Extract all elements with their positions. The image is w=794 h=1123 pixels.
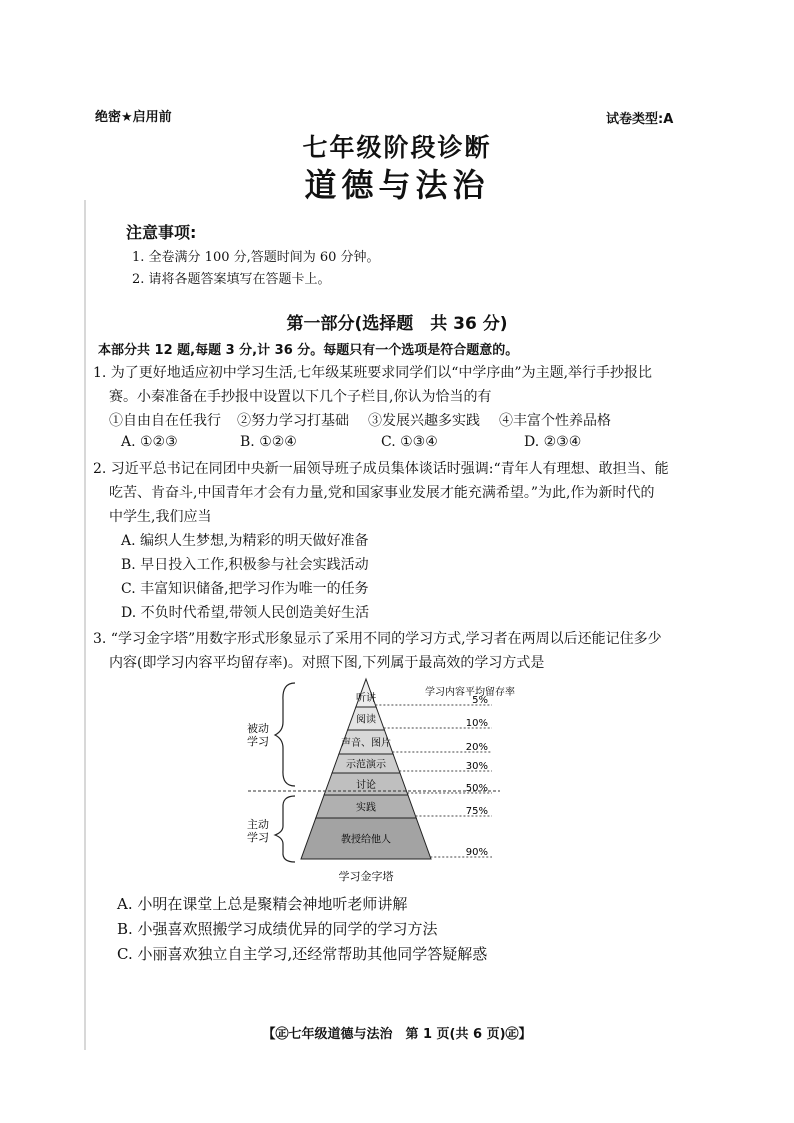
option-d: D. 不负时代希望,带领人民创造美好生活: [121, 605, 370, 621]
pyramid-level-label: 声音、图片: [341, 738, 391, 749]
confidential-label: 绝密★启用前: [95, 110, 172, 125]
pyramid-level-label: 实践: [356, 802, 376, 814]
retention-rate: 5%: [472, 695, 488, 706]
option-a: A. 小明在课堂上总是聚精会神地听老师讲解: [117, 895, 408, 913]
retention-rate: 20%: [465, 742, 488, 753]
pyramid-level-label: 教授给他人: [341, 834, 391, 846]
pyramid-level-label: 阅读: [356, 714, 376, 726]
option-d: D. ②③④: [524, 434, 582, 450]
part1-title: 第一部分(选择题 共 36 分): [286, 314, 508, 334]
question-text: 吃苦、肯奋斗,中国青年才会有力量,党和国家事业发展才能充满希望。”为此,作为新时代的: [109, 485, 655, 501]
passive-brace: [275, 683, 295, 786]
active-label: 学习: [247, 831, 269, 844]
option-b: B. 小强喜欢照搬学习成绩优异的同学的学习方法: [117, 920, 438, 938]
subject-title: 道德与法治: [304, 166, 490, 204]
statement-item: ④丰富个性养品格: [499, 413, 611, 429]
paper-type-label: 试卷类型:A: [606, 112, 674, 127]
retention-rate: 10%: [465, 718, 488, 729]
pyramid-caption: 学习金字塔: [338, 870, 394, 883]
passive-label: 学习: [247, 735, 269, 748]
pyramid: [301, 679, 492, 859]
page-footer: 【㊣七年级道德与法治 第 1 页(共 6 页)㊣】: [262, 1027, 532, 1042]
option-a: A. ①②③: [121, 434, 178, 450]
rate-title: 学习内容平均留存率: [425, 687, 515, 698]
option-c: C. 丰富知识储备,把学习作为唯一的任务: [121, 581, 369, 597]
question-text: 内容(即学习内容平均留存率)。对照下图,下列属于最高效的学习方式是: [109, 655, 545, 671]
statement-item: ③发展兴趣多实践: [368, 413, 480, 429]
question-text: 赛。小秦准备在手抄报中设置以下几个子栏目,你认为恰当的有: [109, 389, 492, 405]
notice-item: 2. 请将各题答案填写在答题卡上。: [132, 272, 331, 287]
option-a: A. 编织人生梦想,为精彩的明天做好准备: [121, 533, 369, 549]
notice-heading: 注意事项:: [126, 223, 197, 242]
part1-intro: 本部分共 12 题,每题 3 分,计 36 分。每题只有一个选项是符合题意的。: [98, 343, 519, 358]
active-brace: [275, 796, 295, 862]
passive-label: 被动: [247, 722, 269, 735]
pyramid-level-label: 讨论: [356, 780, 376, 791]
exam-title: 七年级阶段诊断: [302, 133, 492, 162]
notice-item: 1. 全卷满分 100 分,答题时间为 60 分钟。: [132, 250, 380, 265]
option-b: B. 早日投入工作,积极参与社会实践活动: [121, 557, 369, 573]
option-c: C. ①③④: [381, 434, 438, 450]
question-text: 中学生,我们应当: [109, 509, 212, 525]
option-b: B. ①②④: [240, 434, 297, 450]
retention-rate: 50%: [465, 783, 488, 794]
retention-rate: 75%: [465, 806, 488, 817]
option-c: C. 小丽喜欢独立自主学习,还经常帮助其他同学答疑解惑: [117, 945, 488, 963]
question-text: 1. 为了更好地适应初中学习生活,七年级某班要求同学们以“中学序曲”为主题,举行手抄报比: [93, 365, 653, 381]
question-text: 3. “学习金字塔”用数字形式形象显示了采用不同的学习方式,学习者在两周以后还能记住多少: [93, 631, 662, 647]
statement-item: ①自由自在任我行: [109, 413, 221, 429]
question-text: 2. 习近平总书记在同团中央新一届领导班子成员集体谈话时强调:“青年人有理想、敢担当、能: [93, 461, 669, 477]
retention-rate: 90%: [465, 847, 488, 858]
active-label: 主动: [247, 818, 269, 831]
statement-item: ②努力学习打基础: [237, 413, 349, 429]
retention-rate: 30%: [465, 761, 488, 772]
pyramid-level-label: 示范演示: [346, 759, 386, 771]
pyramid-level-label: 听讲: [356, 693, 376, 704]
